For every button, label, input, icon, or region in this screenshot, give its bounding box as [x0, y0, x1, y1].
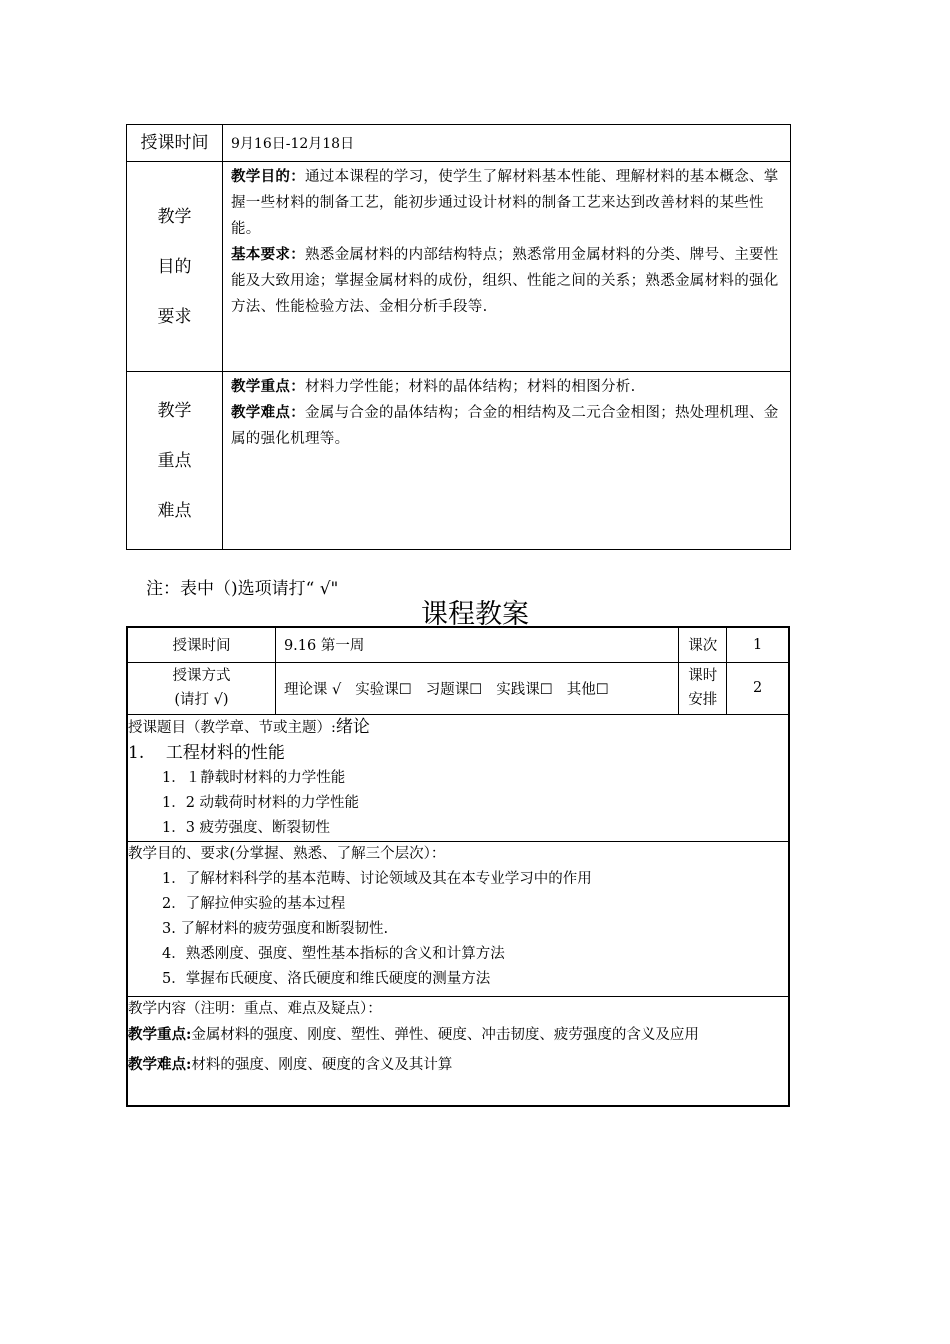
goal-text: 通过本课程的学习，使学生了解材料基本性能、理解材料的基本概念、掌握一些材料的制备工艺，能初步通过设计材料的制备工艺来达到改善材料的某些性能。 — [231, 169, 779, 237]
lesson-number-label: 课次 — [679, 627, 727, 662]
lesson-number-value: 1 — [727, 627, 789, 662]
topic-section — [127, 714, 789, 841]
goal-label-cell — [127, 162, 223, 372]
hours-value: 2 — [727, 662, 789, 714]
time-value: 9月16日-12月18日 — [223, 125, 791, 162]
time-label: 授课时间 — [127, 125, 223, 162]
diff-title: 教学难点： — [231, 404, 305, 421]
content-label: 教学内容（注明：重点、难点及疑点）： — [128, 1000, 382, 1017]
key-label-cell — [127, 372, 223, 550]
mode-option-lab[interactable]: 实验课☐ — [355, 681, 412, 698]
note-text: 注：表中（)选项请打“ √" — [146, 579, 339, 599]
goal-content — [223, 162, 791, 372]
aim-item: 3. 了解材料的疲劳强度和断裂韧性. — [162, 920, 389, 937]
lesson-time-label: 授课时间 — [127, 627, 275, 662]
topic-sub: 1．2 动载荷时材料的力学性能 — [162, 794, 360, 811]
goal-title: 教学目的： — [231, 168, 305, 185]
aim-item: 4．熟悉刚度、强度、塑性基本指标的含义和计算方法 — [162, 945, 505, 962]
key-label-line: 重点 — [157, 450, 192, 471]
aims-label: 教学目的、要求(分掌握、熟悉、了解三个层次）： — [128, 845, 446, 862]
hours-label-line: 课时 — [688, 668, 718, 684]
topic-value: 绪论 — [335, 716, 370, 737]
goal-label-line: 要求 — [157, 306, 192, 327]
page-title: 课程教案 — [421, 599, 529, 630]
aim-item: 1．了解材料科学的基本范畴、讨论领域及其在本专业学习中的作用 — [162, 870, 592, 887]
mode-label — [127, 662, 275, 714]
diff-text: 金属与合金的晶体结构；合金的相结构及二元合金相图；热处理机理、金属的强化机理等。 — [231, 405, 779, 447]
topic-label: 授课题目（教学章、节或主题）: — [128, 719, 336, 736]
key-label-line: 难点 — [157, 500, 192, 521]
topic-sub: 1．１静载时材料的力学性能 — [162, 769, 346, 786]
aim-item: 5．掌握布氏硬度、洛氏硬度和维氏硬度的测量方法 — [162, 970, 491, 987]
content-key-text: 金属材料的强度、刚度、塑性、弹性、硬度、冲击韧度、疲劳强度的含义及应用 — [191, 1026, 699, 1043]
content-section — [127, 996, 789, 1106]
mode-label-line: 授课方式 — [172, 668, 231, 684]
mode-option-theory[interactable]: 理论课 √ — [283, 681, 342, 698]
lesson-time-value: 9.16 第一周 — [275, 627, 678, 662]
req-text: 熟悉金属材料的内部结构特点；熟悉常用金属材料的分类、牌号、主要性能及大致用途；掌握金属材料的成份，组织、性能之间的关系；熟悉金属材料的强化方法、性能检验方法、金相分析手段等. — [231, 247, 779, 315]
content-key-title: 教学重点: — [128, 1025, 192, 1043]
content-diff-title: 教学难点: — [128, 1055, 192, 1073]
goal-label-line: 教学 — [157, 206, 192, 227]
topic-sub: 1．3 疲劳强度、断裂韧性 — [162, 819, 331, 836]
lesson-plan-table — [126, 626, 790, 1107]
key-content — [223, 372, 791, 550]
hours-label — [679, 662, 727, 714]
key-text: 材料力学性能；材料的晶体结构；材料的相图分析. — [305, 379, 636, 395]
mode-options — [275, 662, 678, 714]
aims-section — [127, 841, 789, 996]
key-title: 教学重点： — [231, 378, 305, 395]
hours-label-line: 安排 — [688, 692, 718, 708]
key-label-line: 教学 — [157, 400, 192, 421]
topic-item: 1. 工程材料的性能 — [128, 742, 285, 763]
content-diff-text: 材料的强度、刚度、硬度的含义及其计算 — [191, 1056, 453, 1073]
mode-option-exercise[interactable]: 习题课☐ — [425, 681, 483, 698]
mode-option-other[interactable]: 其他☐ — [566, 681, 609, 698]
aim-item: 2．了解拉伸实验的基本过程 — [162, 895, 346, 912]
mode-label-line: (请打 √) — [174, 692, 229, 708]
req-title: 基本要求： — [231, 246, 305, 263]
mode-option-practice[interactable]: 实践课☐ — [496, 681, 553, 698]
syllabus-table — [126, 124, 791, 550]
goal-label-line: 目的 — [157, 256, 192, 277]
